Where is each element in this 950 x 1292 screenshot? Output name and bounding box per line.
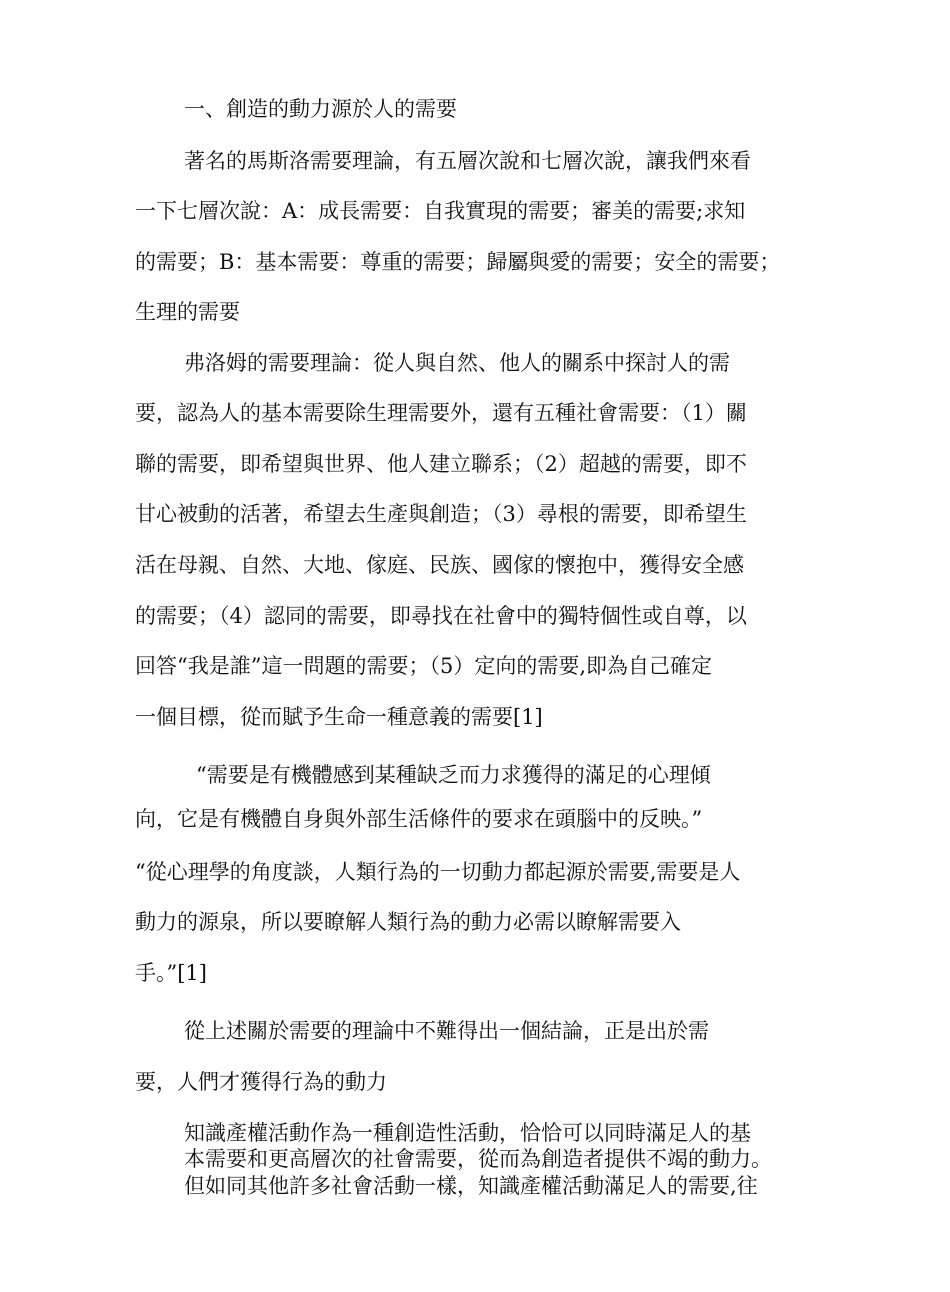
quote-line: 動力的源泉，所以要瞭解人類行為的動力必需以瞭解需要入 [135, 910, 681, 934]
paragraph-line: 甘心被動的活著，希望去生產與創造；（3）尋根的需要，即希望生 [135, 502, 747, 526]
paragraph-line: 的需要；（4）認同的需要，即尋找在社會中的獨特個性或自尊，以 [135, 604, 747, 628]
paragraph-line: 但如同其他許多社會活動一樣，知識產權活動滿足人的需要,往 [184, 1174, 758, 1198]
quote-line: 手。”[1] [135, 961, 207, 985]
paragraph-line: 一個目標，從而賦予生命一種意義的需要[1] [135, 705, 543, 729]
paragraph-line: 一下七層次說：A：成長需要：自我實現的需要；審美的需要;求知 [135, 199, 746, 223]
paragraph-line: 要，認為人的基本需要除生理需要外，還有五種社會需要：（1）關 [135, 401, 747, 425]
paragraph-line: 著名的馬斯洛需要理論，有五層次說和七層次說，讓我們來看 [184, 149, 751, 173]
paragraph-line: 生理的需要 [135, 300, 240, 324]
section-heading: 一、創造的動力源於人的需要 [184, 97, 457, 121]
paragraph-line: 本需要和更高層次的社會需要，從而為創造者提供不竭的動力。 [184, 1147, 772, 1171]
paragraph-line: 聯的需要，即希望與世界、他人建立聯系；（2）超越的需要，即不 [135, 452, 747, 476]
paragraph-line: 活在母親、自然、大地、傢庭、民族、國傢的懷抱中，獲得安全感 [135, 553, 744, 577]
paragraph-line: 弗洛姆的需要理論：從人與自然、他人的關系中探討人的需 [184, 351, 730, 375]
paragraph-line: 要，人們才獲得行為的動力 [135, 1070, 387, 1094]
paragraph-line: 的需要；B：基本需要：尊重的需要；歸屬與愛的需要；安全的需要； [135, 250, 781, 274]
paragraph-line: 知識產權活動作為一種創造性活動，恰恰可以同時滿足人的基 [184, 1121, 751, 1145]
paragraph-line: 從上述關於需要的理論中不難得出一個結論，正是出於需 [184, 1019, 709, 1043]
quote-line: 向，它是有機體自身與外部生活條件的要求在頭腦中的反映。” [135, 807, 703, 831]
quote-line: “從心理學的角度談，人類行為的一切動力都起源於需要,需要是人 [135, 860, 741, 884]
paragraph-line: 回答“我是誰”這一問題的需要；（5）定向的需要,即為自己確定 [135, 654, 713, 678]
quote-line: “需要是有機體感到某種缺乏而力求獲得的滿足的心理傾 [196, 763, 711, 787]
